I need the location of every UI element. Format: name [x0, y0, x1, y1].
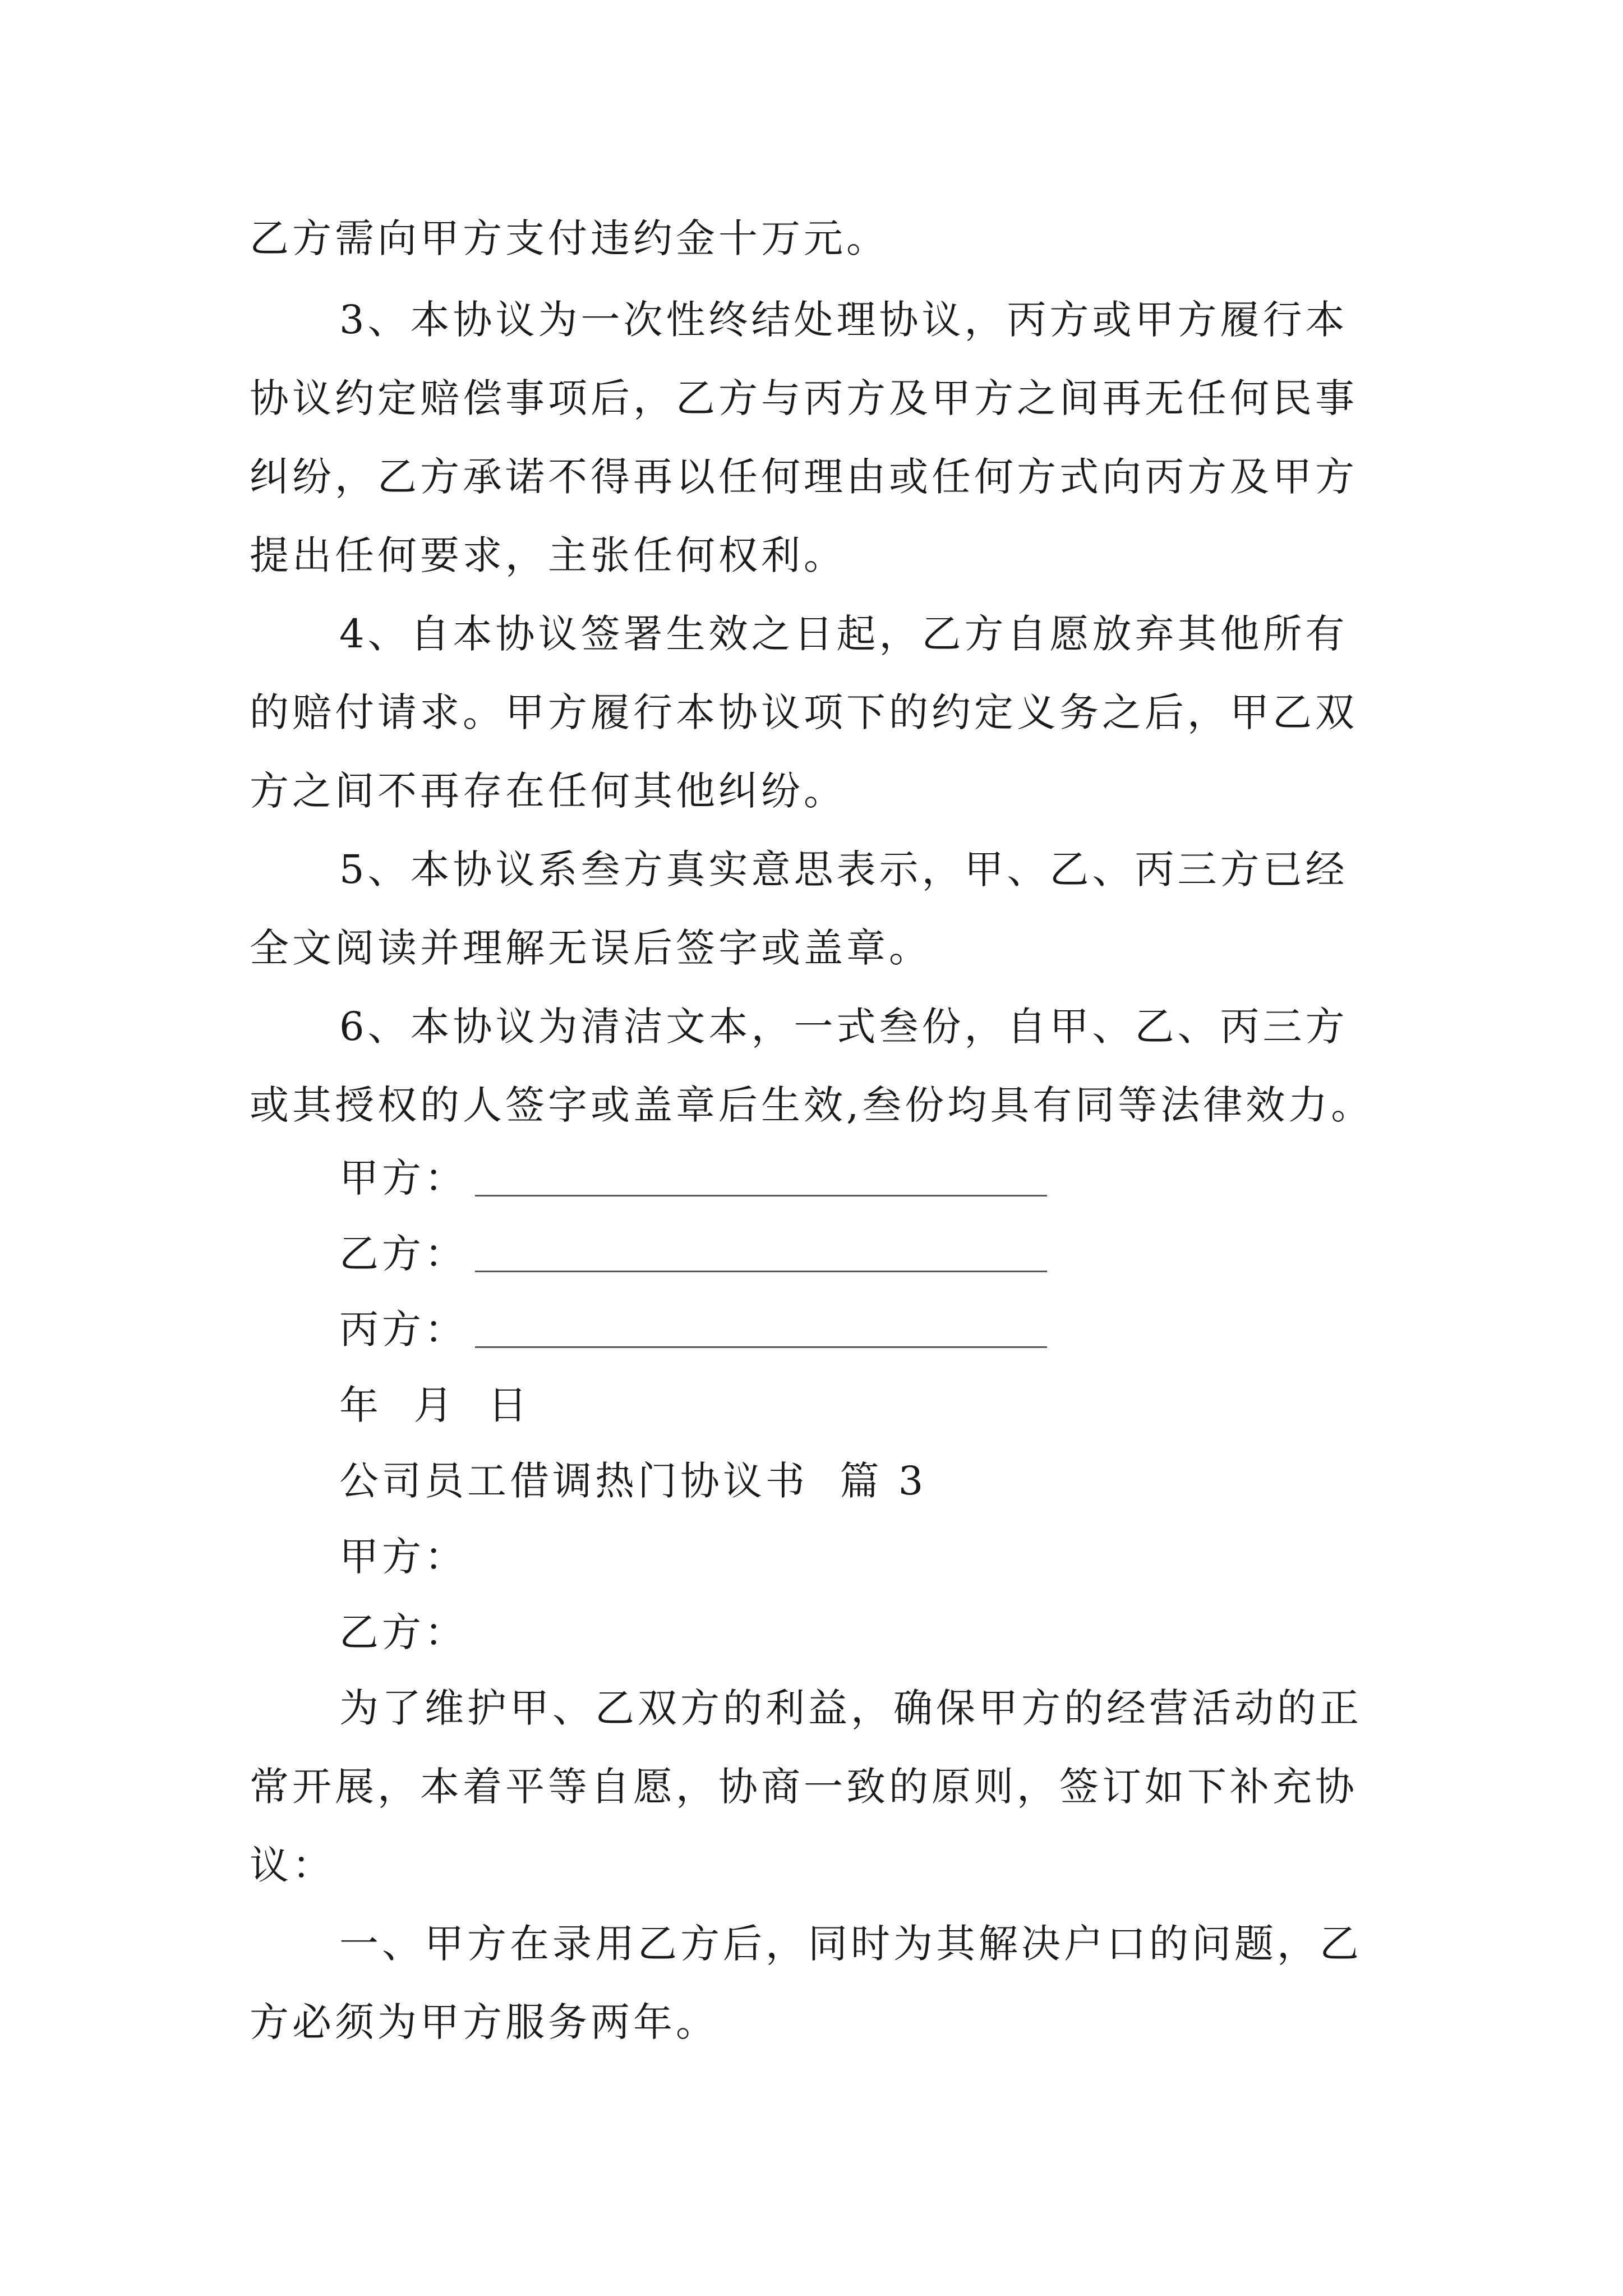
- signature-line: [475, 1346, 1047, 1348]
- signature-line: [475, 1195, 1047, 1197]
- signature-line: [475, 1271, 1047, 1272]
- signature-label: 乙方：: [339, 1231, 467, 1277]
- party-b-label: 乙方：: [339, 1609, 467, 1655]
- body-line: 方必须为甲方服务两年。: [250, 1999, 718, 2045]
- signature-row-party-b: [339, 1231, 1047, 1277]
- body-line: 乙方需向甲方支付违约金十万元。: [250, 215, 889, 261]
- body-line: 提出任何要求，主张任何权利。: [250, 532, 846, 578]
- date-line: 年 月 日: [339, 1382, 531, 1428]
- clause-6-line: 6、本协议为清洁文本，一式叁份，自甲、乙、丙三方: [339, 1004, 1348, 1050]
- body-line: 常开展，本着平等自愿，协商一致的原则，签订如下补充协: [250, 1764, 1358, 1810]
- article-1-line: 一、甲方在录用乙方后，同时为其解决户口的问题，乙: [339, 1921, 1362, 1967]
- body-line: 议：: [250, 1842, 335, 1888]
- body-line: 方之间不再存在任何其他纠纷。: [250, 768, 846, 814]
- signature-row-party-c: [339, 1306, 1047, 1352]
- section-title: 公司员工借调热门协议书 篇 3: [339, 1458, 927, 1504]
- body-line: 或其授权的人签字或盖章后生效,叁份均具有同等法律效力。: [250, 1082, 1374, 1128]
- intro-line: 为了维护甲、乙双方的利益，确保甲方的经营活动的正: [339, 1685, 1362, 1731]
- party-a-label: 甲方：: [339, 1534, 467, 1580]
- clause-5-line: 5、本协议系叁方真实意思表示，甲、乙、丙三方已经: [339, 846, 1348, 892]
- signature-label: 丙方：: [339, 1306, 467, 1352]
- signature-row-party-a: [339, 1155, 1047, 1201]
- body-line: 全文阅读并理解无误后签字或盖章。: [250, 925, 932, 971]
- body-line: 纠纷，乙方承诺不得再以任何理由或任何方式向丙方及甲方: [250, 454, 1358, 500]
- signature-label: 甲方：: [339, 1155, 467, 1201]
- clause-3-line: 3、本协议为一次性终结处理协议，丙方或甲方履行本: [339, 297, 1348, 343]
- body-line: 的赔付请求。甲方履行本协议项下的约定义务之后，甲乙双: [250, 689, 1358, 735]
- body-line: 协议约定赔偿事项后，乙方与丙方及甲方之间再无任何民事: [250, 375, 1358, 421]
- clause-4-line: 4、自本协议签署生效之日起，乙方自愿放弃其他所有: [339, 611, 1348, 657]
